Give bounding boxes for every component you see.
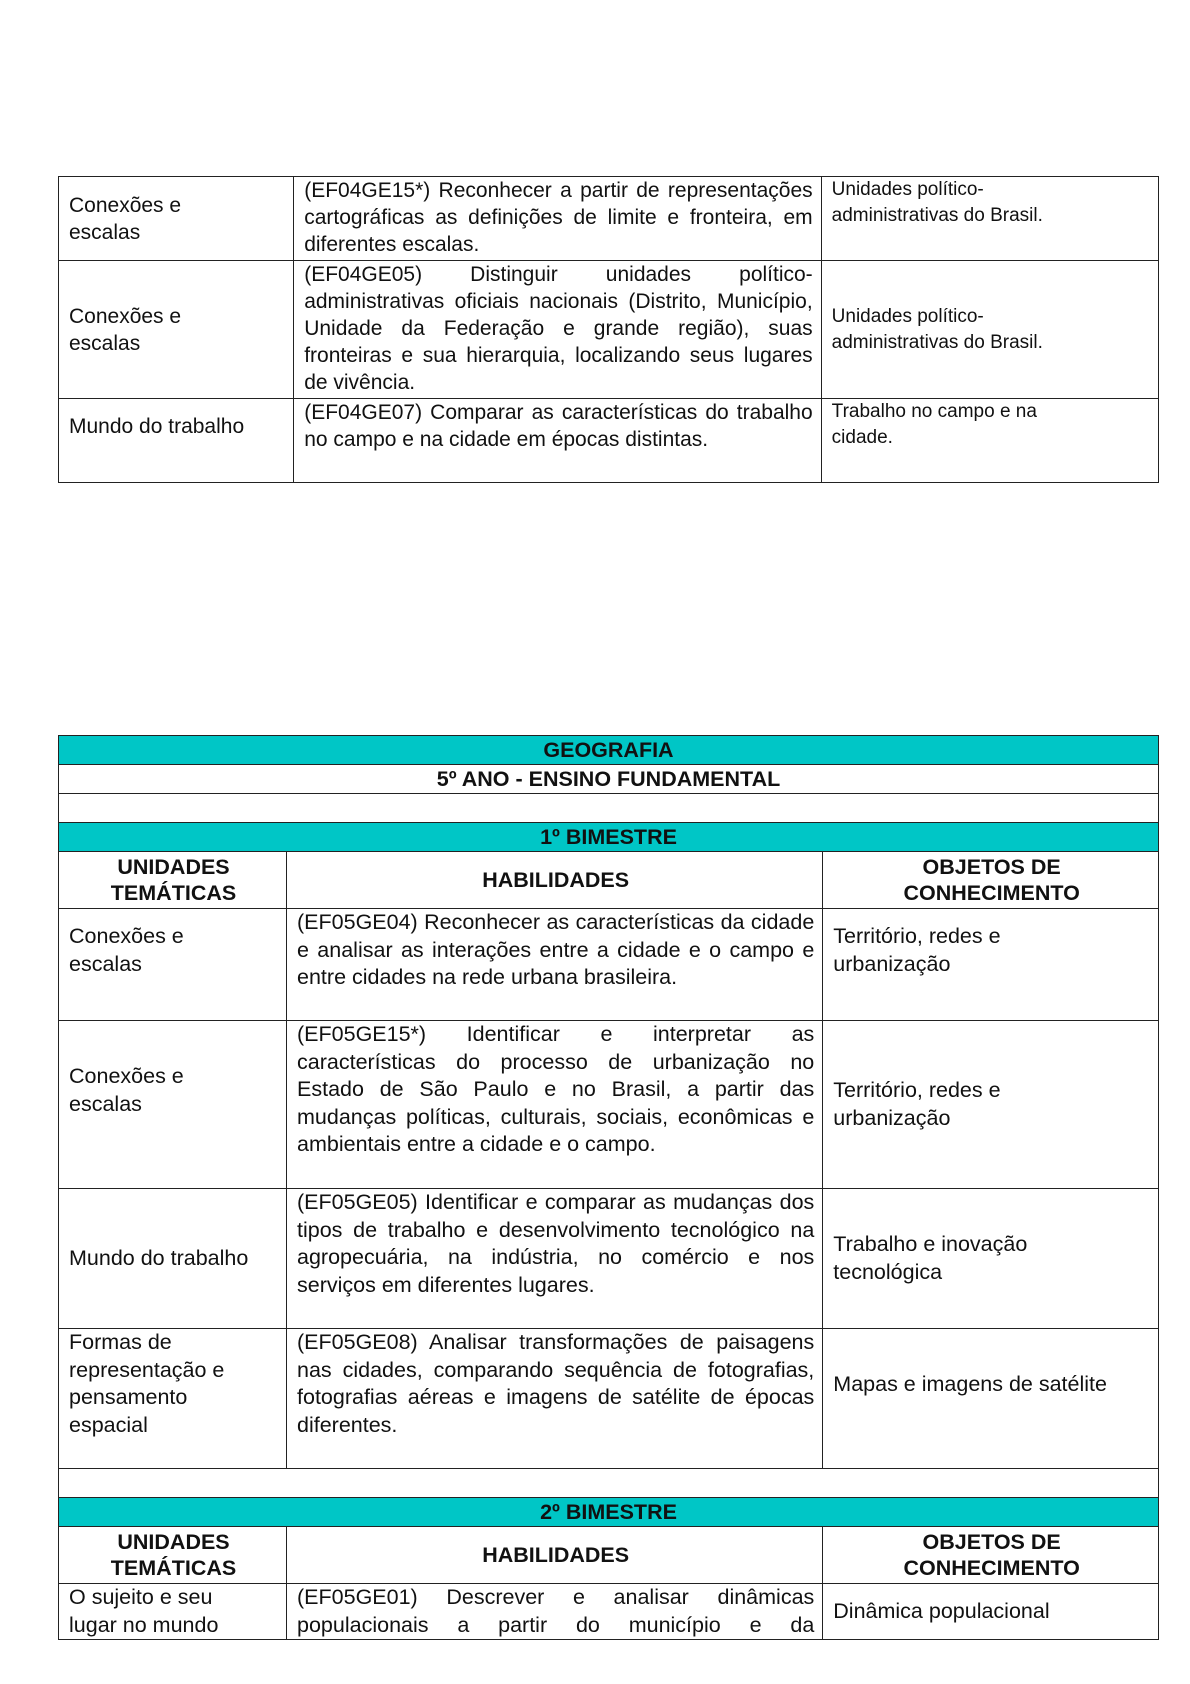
object-cell (821, 399, 1158, 483)
unit-cell (59, 177, 294, 261)
object-cell: Dinâmica populacional (823, 1584, 1159, 1640)
object-cell (821, 261, 1158, 399)
object-cell: Mapas e imagens de satélite (823, 1329, 1159, 1469)
table-row (59, 399, 1159, 483)
skill-cell: (EF05GE08) Analisar transformações de paisagens nas cidades, comparando sequência de fotografias, fotografias aéreas e imagens de satélite de épocas diferentes. (287, 1329, 823, 1469)
table-row (59, 1584, 1159, 1640)
header-object: OBJETOS DE CONHECIMENTO (823, 1527, 1159, 1584)
unit-cell (59, 909, 287, 1021)
bimester-title: 1º BIMESTRE (59, 823, 1159, 852)
header-object: OBJETOS DE CONHECIMENTO (823, 852, 1159, 909)
skill-cell: (EF05GE05) Identificar e comparar as mudanças dos tipos de trabalho e desenvolvimento tecnológico na agropecuária, na indústria, no comércio e nos serviços em diferentes lugares. (287, 1189, 823, 1329)
header-unit: UNIDADES TEMÁTICAS (59, 852, 287, 909)
table-row (59, 909, 1159, 1021)
skill-cell: (EF04GE07) Comparar as características do trabalho no campo e na cidade em épocas distintas. (294, 399, 821, 483)
skill-cell: (EF05GE15*) Identificar e interpretar as características do processo de urbanização no Estado de São Paulo e no Brasil, a partir das mudanças políticas, culturais, sociais, econômicas e ambientais entre a cidade e o campo. (287, 1021, 823, 1189)
empty-cell (59, 794, 1159, 823)
object-text: Trabalho no campo e na cidade. (831, 401, 1037, 448)
unit-cell (59, 1329, 287, 1469)
spacer-row (59, 794, 1159, 823)
bimester-title: 2º BIMESTRE (59, 1498, 1159, 1527)
skill-cell: (EF05GE01) Descrever e analisar dinâmicas populacionais a partir do município e da (287, 1584, 823, 1640)
empty-cell (59, 1469, 1159, 1498)
header-row (59, 1527, 1159, 1584)
header-unit: UNIDADES TEMÁTICAS (59, 1527, 287, 1584)
bimester-row (59, 1498, 1159, 1527)
table-row (59, 1329, 1159, 1469)
subject-row (59, 736, 1159, 765)
object-cell (823, 1189, 1159, 1329)
unit-cell: Mundo do trabalho (59, 399, 294, 483)
unit-text: Conexões e escalas (69, 193, 182, 244)
object-cell (823, 1021, 1159, 1189)
object-cell (821, 177, 1158, 261)
grade-row (59, 765, 1159, 794)
table-row (59, 177, 1159, 261)
skill-cell: (EF04GE05) Distinguir unidades político-administrativas oficiais nacionais (Distrito, Município, Unidade da Federação e grande região), suas fronteiras e sua hierarquia, localizando seus lugares de vivência. (294, 261, 821, 399)
unit-cell: Mundo do trabalho (59, 1189, 287, 1329)
unit-cell (59, 261, 294, 399)
object-text: Unidades político- administrativas do Brasil. (831, 179, 1043, 226)
spacer-row (59, 1469, 1159, 1498)
object-cell (823, 909, 1159, 1021)
unit-text: Conexões e escalas (69, 304, 182, 355)
skill-cell: (EF04GE15*) Reconhecer a partir de representações cartográficas as definições de limite e fronteira, em diferentes escalas. (294, 177, 821, 261)
unit-text: Conexões e escalas (69, 924, 184, 976)
table-row (59, 1189, 1159, 1329)
unit-text: Formas de representação e pensamento espacial (69, 1330, 225, 1437)
bimester-row (59, 823, 1159, 852)
table-row (59, 261, 1159, 399)
header-skill: HABILIDADES (287, 852, 823, 909)
unit-cell (59, 1021, 287, 1189)
object-text: Território, redes e urbanização (833, 1078, 1001, 1130)
curriculum-table (58, 735, 1159, 1640)
table-row (59, 1021, 1159, 1189)
object-text: Unidades político- administrativas do Brasil. (831, 305, 1043, 353)
unit-text: O sujeito e seu lugar no mundo (69, 1585, 219, 1637)
skill-cell: (EF05GE04) Reconhecer as características da cidade e analisar as interações entre a cidade e o campo e entre cidades na rede urbana brasileira. (287, 909, 823, 1021)
unit-text: Conexões e escalas (69, 1064, 184, 1116)
object-text: Trabalho e inovação tecnológica (833, 1232, 1028, 1284)
header-row (59, 852, 1159, 909)
subject-title: GEOGRAFIA (59, 736, 1159, 765)
object-text: Território, redes e urbanização (833, 924, 1001, 976)
header-skill: HABILIDADES (287, 1527, 823, 1584)
grade-title: 5º ANO - ENSINO FUNDAMENTAL (59, 765, 1159, 794)
unit-cell (59, 1584, 287, 1640)
top-table (58, 176, 1159, 483)
